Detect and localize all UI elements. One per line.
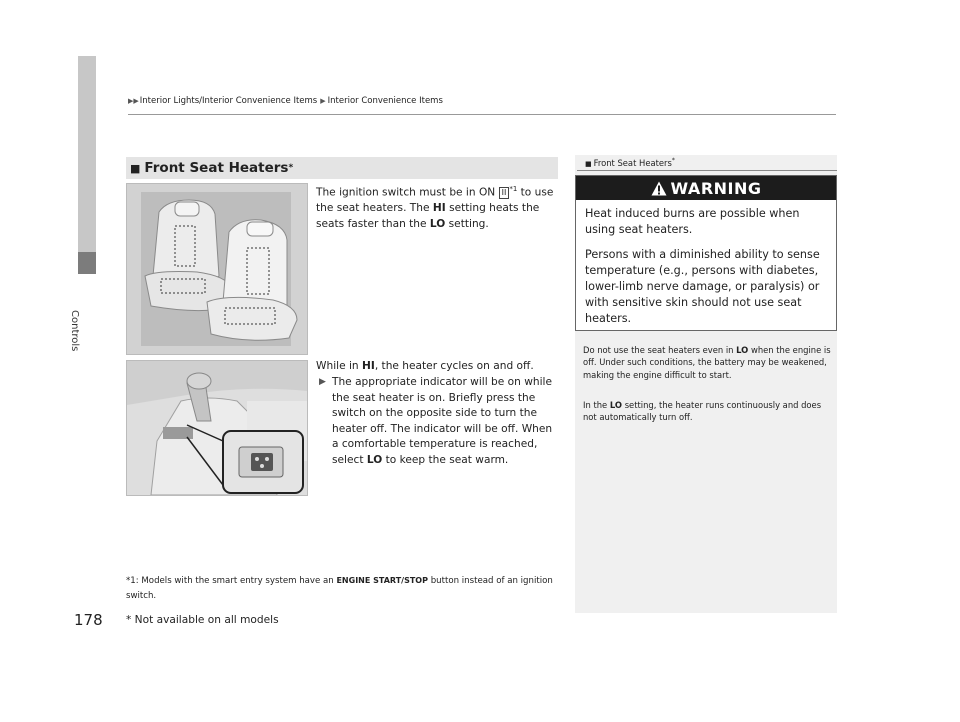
triangle-bullet-icon: ▶ (319, 377, 326, 387)
center-console-illustration (126, 360, 308, 496)
breadcrumb-item[interactable]: Interior Lights/Interior Convenience Items (139, 96, 318, 106)
side-note-text: Do not use the seat heaters even in LO when the engine is off. Under such conditions, the battery may be weakened, making the engine difficult to start. (583, 345, 831, 380)
warning-body (576, 200, 836, 327)
triangle-icon: ▶ (320, 97, 326, 105)
side-note-title: ■ Front Seat Heaters* (585, 157, 675, 168)
center-console-drawing (127, 361, 307, 495)
hi-setting-text: While in HI, the heater cycles on and off. (316, 360, 534, 372)
square-bullet-icon: ■ (585, 159, 592, 168)
seat-heater-intro: The ignition switch must be in ON II $^{*1}$ to use the seat heaters. The HI setting heats the seats faster than the LO setting. (316, 185, 554, 230)
chapter-tab (78, 56, 96, 252)
section-title: Front Seat Heaters (144, 160, 289, 176)
header-rule (128, 114, 836, 115)
footnote: *1: Models with the smart entry system have an ENGINE START/STOP button instead of an ignition switch. (126, 576, 553, 601)
availability-note: * Not available on all models (126, 614, 279, 626)
front-seats-illustration (126, 183, 308, 355)
chapter-label: Controls (69, 310, 80, 352)
warning-triangle-icon (651, 181, 667, 196)
warning-text: Persons with a diminished ability to sense temperature (e.g., persons with diabetes, lower-limb nerve damage, or paralysis) or with sensitive skin should not use seat heaters. (585, 248, 820, 325)
warning-header (576, 176, 836, 200)
footnote-ref: *1 (509, 185, 518, 193)
section-heading (126, 157, 558, 179)
indicator-note: ▶ The appropriate indicator will be on while the seat heater is on. Briefly press the switch on the opposite side to turn the heater off. The indicator will be off. When a comfortable temperature is reached, select LO to keep the seat warm. (319, 376, 553, 466)
warning-label: WARNING (670, 178, 762, 198)
warning-box (575, 175, 837, 331)
breadcrumb-item[interactable]: Interior Convenience Items (327, 96, 443, 106)
availability-mark: * (288, 163, 294, 173)
square-bullet-icon: ■ (130, 161, 141, 175)
chapter-tab-marker (78, 252, 96, 274)
side-note-text: In the LO setting, the heater runs continuously and does not automatically turn off. (583, 400, 822, 423)
page-number: 178 (74, 611, 103, 629)
ignition-position-icon: II (499, 187, 510, 199)
front-seats-drawing (127, 184, 307, 354)
breadcrumb (128, 96, 443, 106)
warning-text: Heat induced burns are possible when using seat heaters. (585, 207, 800, 236)
double-triangle-icon: ▶▶ (128, 97, 139, 105)
side-note-rule (577, 170, 837, 171)
